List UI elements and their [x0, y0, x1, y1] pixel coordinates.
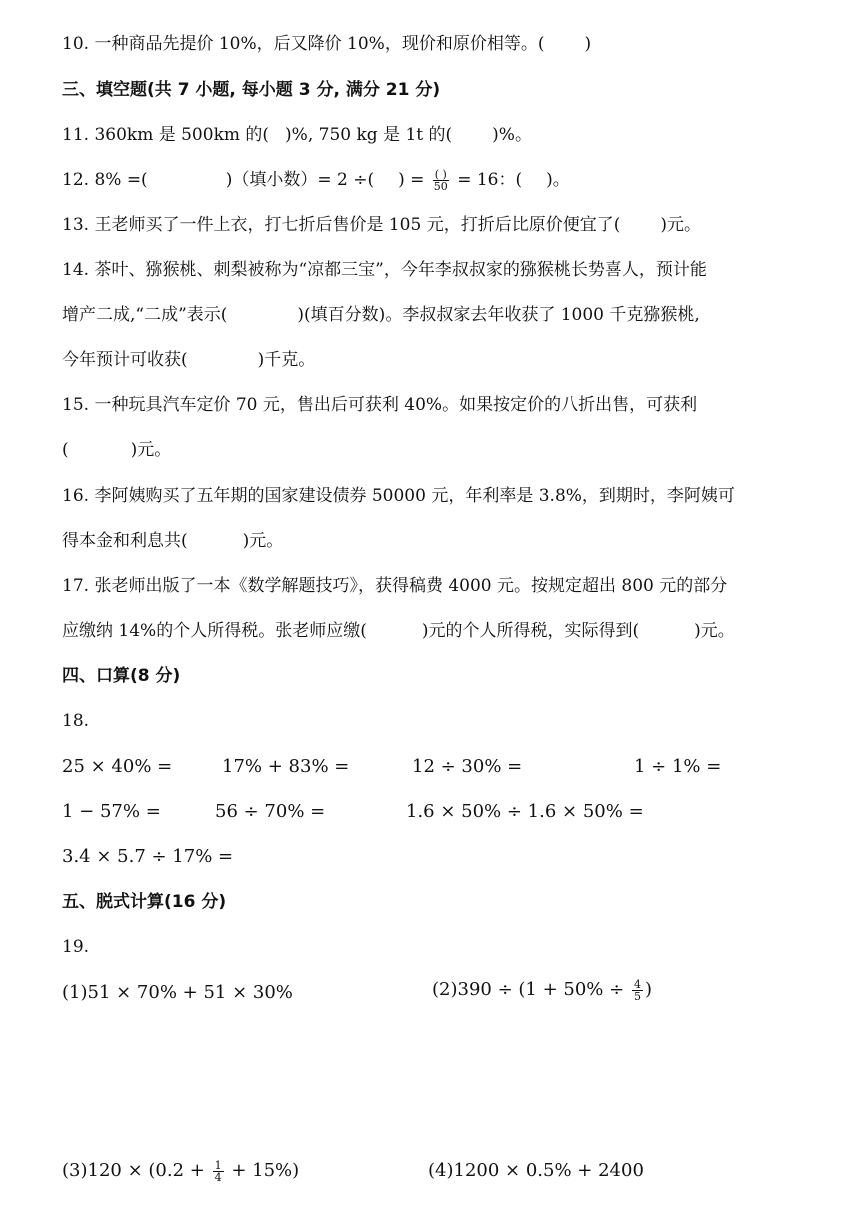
question-16-line-1: 16. 李阿姨购买了五年期的国家建设债券 50000 元，年利率是 3.8%，到期时，李阿姨可 [62, 486, 735, 506]
question-13: 13. 王老师买了一件上衣，打七折后售价是 105 元，打折后比原价便宜了( )元。 [62, 215, 701, 235]
calc-problem-1: (1)51 × 70% + 51 × 30% [62, 982, 293, 1003]
question-14-line-3: 今年预计可收获( )千克。 [62, 350, 316, 370]
question-17-line-2: 应缴纳 14%的个人所得税。张老师应缴( )元的个人所得税，实际得到( )元。 [62, 621, 735, 641]
question-14-line-2: 增产二成,“二成”表示( )(填百分数)。李叔叔家去年收获了 1000 千克猕猴桃, [62, 305, 700, 325]
question-17-line-1: 17. 张老师出版了一本《数学解题技巧》，获得稿费 4000 元。按规定超出 800 元的部分 [62, 576, 728, 596]
fraction-one-quarter: $\frac{1}{4}$ [214, 1158, 222, 1184]
oral-calc-4: 1 ÷ 1% = [634, 756, 722, 777]
question-12: 12. 8% =( )（填小数）= 2 ÷( ) = $\frac{( )}{50}$ = 16：( )。 [62, 168, 570, 193]
calc-problem-2: (2)390 ÷ (1 + 50% ÷ $\frac{4}{5}$ ) [432, 977, 652, 1003]
fraction-four-fifths: $\frac{4}{5}$ [633, 977, 641, 1003]
oral-calc-8: 3.4 × 5.7 ÷ 17% = [62, 846, 234, 867]
oral-calc-1: 25 × 40% = [62, 756, 173, 777]
question-19-number: 19. [62, 937, 90, 957]
question-15-line-2: ( )元。 [62, 440, 172, 460]
oral-calc-7: 1.6 × 50% ÷ 1.6 × 50% = [406, 801, 644, 822]
question-14-line-1: 14. 茶叶、猕猴桃、刺梨被称为“凉都三宝”，今年李叔叔家的猕猴桃长势喜人，预计能 [62, 260, 707, 280]
question-15-line-1: 15. 一种玩具汽车定价 70 元，售出后可获利 40%。如果按定价的八折出售，可获利 [62, 395, 698, 415]
oral-calc-2: 17% + 83% = [222, 756, 350, 777]
question-11: 11. 360km 是 500km 的( )%, 750 kg 是 1t 的( )%。 [62, 125, 532, 145]
question-18-number: 18. [62, 711, 90, 731]
calc-problem-4: (4)1200 × 0.5% + 2400 [428, 1160, 644, 1181]
section-5-title: 五、脱式计算(16 分) [62, 892, 227, 912]
oral-calc-3: 12 ÷ 30% = [412, 756, 523, 777]
calc-problem-3: (3)120 × (0.2 + $\frac{1}{4}$ + 15%) [62, 1158, 300, 1184]
section-4-title: 四、口算(8 分) [62, 666, 181, 686]
section-3-title: 三、填空题(共 7 小题, 每小题 3 分, 满分 21 分) [62, 80, 441, 100]
oral-calc-6: 56 ÷ 70% = [215, 801, 326, 822]
question-10: 10. 一种商品先提价 10%，后又降价 10%，现价和原价相等。( ) [62, 34, 592, 54]
fraction-blank-over-50: $\frac{( )}{50}$ [433, 168, 448, 193]
oral-calc-5: 1 − 57% = [62, 801, 161, 822]
question-16-line-2: 得本金和利息共( )元。 [62, 531, 284, 551]
